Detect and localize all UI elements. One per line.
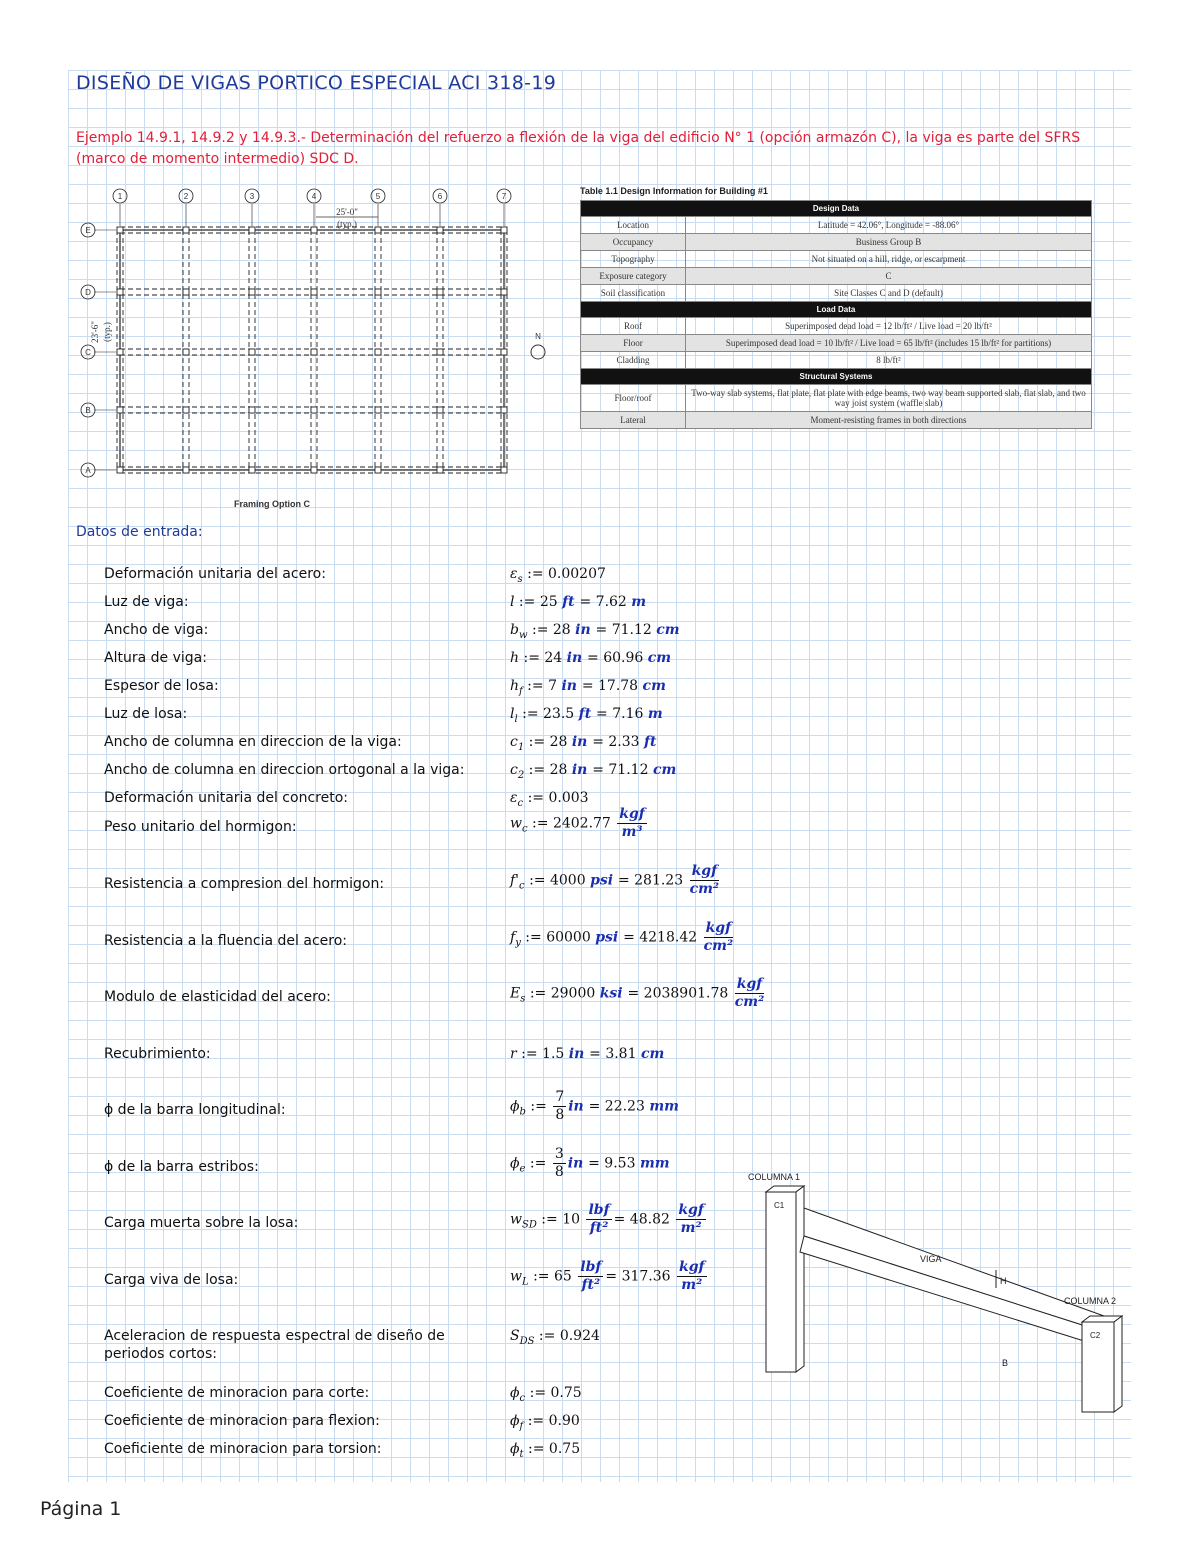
table-row [581, 268, 1092, 285]
symbol: ϕ [510, 1441, 520, 1457]
input-label: ϕ de la barra estribos: [104, 1159, 259, 1175]
symbol: ε [510, 790, 518, 806]
fraction: $\frac{\text{kgf}}{\text{cm²}}$ [734, 976, 765, 1010]
input-expression [510, 1089, 679, 1124]
plan-column [501, 227, 507, 233]
unit: in [575, 622, 596, 638]
input-expression [510, 976, 766, 1011]
fraction: $\frac{\text{lbf}}{\text{ft²}}$ [580, 1259, 602, 1293]
plan-column [501, 349, 507, 355]
unit: cm [652, 762, 677, 778]
assign: := 0.924 [534, 1328, 600, 1344]
section-heading: Datos de entrada: [76, 524, 203, 540]
plan-column [117, 407, 123, 413]
unit: in [561, 678, 582, 694]
table-row [581, 385, 1092, 412]
symbol: E [510, 985, 521, 1002]
assign: := [525, 1155, 551, 1172]
assign: := 25 [514, 594, 563, 610]
viga-label: VIGA [920, 1254, 942, 1264]
plan-column [249, 349, 255, 355]
symbol: b [510, 622, 519, 638]
result: = 60.96 [587, 650, 648, 666]
plan-column [375, 467, 381, 473]
span-x-label: 25'-0" [336, 207, 358, 217]
fraction: $\frac{3}{8}$ [554, 1146, 564, 1180]
plan-column [437, 407, 443, 413]
input-expression [510, 1259, 709, 1294]
table-key: Location [581, 217, 686, 234]
unit: m [647, 706, 663, 722]
row-label-1: D [85, 288, 91, 297]
c2-label: C2 [1090, 1331, 1101, 1340]
fraction: $\frac{\text{lbf}}{\text{ft²}}$ [588, 1202, 610, 1236]
subscript: w [518, 629, 528, 641]
symbol: f' [510, 872, 520, 889]
fraction: $\frac{\text{kgf}}{\text{cm²}}$ [689, 863, 720, 897]
subscript: 1 [517, 741, 525, 753]
input-label: Luz de viga: [104, 594, 189, 610]
table-row [581, 251, 1092, 268]
row-label-0: E [85, 226, 91, 235]
table-key: Floor/roof [581, 385, 686, 412]
input-expression [510, 677, 666, 701]
assign: := 28 [524, 734, 572, 750]
design-table-caption: Table 1.1 Design Information for Building #1 [580, 186, 768, 196]
input-label: Luz de losa: [104, 706, 188, 722]
subscript: 2 [517, 769, 525, 781]
plan-column [437, 289, 443, 295]
table-value: Latitude = 42.06°, Longitude = -88.06° [686, 217, 1092, 234]
row-label-4: A [85, 466, 91, 475]
columna2-label: COLUMNA 2 [1064, 1296, 1117, 1306]
table-key: Cladding [581, 352, 686, 369]
col2-side [1114, 1316, 1122, 1412]
table-value: C [686, 268, 1092, 285]
subscript: c [519, 1392, 526, 1404]
input-label: Carga muerta sobre la losa: [104, 1215, 299, 1231]
symbol: c [510, 762, 518, 778]
input-label: Ancho de viga: [104, 622, 209, 638]
col-label-4: 5 [375, 192, 381, 201]
unit: mm [639, 1155, 670, 1172]
table-key: Topography [581, 251, 686, 268]
subscript: y [515, 937, 521, 949]
subscript: t [519, 1448, 524, 1460]
span-x-dimension [316, 207, 378, 229]
symbol: l [510, 594, 515, 610]
table-value: Site Classes C and D (default) [686, 285, 1092, 302]
unit: psi [595, 929, 624, 946]
input-label: Peso unitario del hormigon: [104, 819, 297, 835]
result: = 48.82 [613, 1211, 675, 1228]
symbol: ϕ [510, 1098, 520, 1115]
span-y-label: 23'-6" [90, 321, 100, 343]
input-label: Coeficiente de minoracion para flexion: [104, 1413, 380, 1429]
plan-column [117, 227, 123, 233]
table-row [581, 412, 1092, 429]
table-row [581, 285, 1092, 302]
input-expression [510, 863, 721, 898]
plan-column [311, 407, 317, 413]
symbol: ϕ [510, 1413, 520, 1429]
symbol: c [510, 734, 518, 750]
input-expression [510, 705, 663, 729]
row-label-3: B [85, 406, 91, 415]
unit: ft [562, 594, 580, 610]
input-label: Espesor de losa: [104, 678, 219, 694]
plan-column [375, 349, 381, 355]
unit: psi [590, 872, 618, 889]
table-value: Superimposed dead load = 10 lb/ft² / Live load = 65 lb/ft² (includes 15 lb/ft² for partitions) [686, 335, 1092, 352]
design-table [580, 186, 1092, 429]
assign: := 23.5 [517, 706, 579, 722]
symbol: ε [510, 566, 518, 582]
input-label: ϕ de la barra longitudinal: [104, 1102, 286, 1118]
result: = 2038901.78 [627, 985, 733, 1002]
input-label: Recubrimiento: [104, 1046, 211, 1062]
table-key: Roof [581, 318, 686, 335]
assign: := 0.90 [523, 1413, 580, 1429]
input-expression [510, 1440, 580, 1464]
table-value: Moment-resisting frames in both directions [686, 412, 1092, 429]
assign: := 2402.77 [527, 815, 616, 832]
plan-column [183, 289, 189, 295]
input-expression [510, 1412, 580, 1436]
input-label: Resistencia a la fluencia del acero: [104, 933, 347, 949]
subscript: c [517, 797, 524, 809]
input-label: Altura de viga: [104, 650, 207, 666]
unit: in [567, 1155, 589, 1172]
unit: cm [640, 1046, 665, 1062]
result: = 17.78 [581, 678, 643, 694]
col-label-1: 2 [183, 192, 189, 201]
input-expression [510, 1146, 670, 1181]
unit: in [571, 734, 593, 750]
assign: := 0.75 [525, 1385, 582, 1401]
assign: := 10 [536, 1211, 585, 1228]
b-label: B [1002, 1358, 1009, 1368]
unit: cm [647, 650, 672, 666]
unit: ft [644, 734, 657, 750]
table-value: Business Group B [686, 234, 1092, 251]
plan-column [501, 407, 507, 413]
assign: := 0.75 [523, 1441, 581, 1457]
result: = 71.12 [595, 622, 657, 638]
plan-column [183, 407, 189, 413]
subscript: SD [521, 1219, 537, 1231]
beam-face [800, 1236, 1104, 1346]
table-row [581, 234, 1092, 251]
assign: := 1.5 [516, 1046, 569, 1062]
h-label: H [1000, 1276, 1007, 1286]
unit: in [568, 1098, 589, 1115]
table-value: Two-way slab systems, flat plate, flat plate with edge beams, two way beam supported slab, flat slab, and two way joist system (waffle slab) [686, 385, 1092, 412]
intro-text: Ejemplo 14.9.1, 14.9.2 y 14.9.3.- Determinación del refuerzo a flexión de la viga del edificio N° 1 (opción armazón C), la viga es parte del SFRS (marco de momento intermedio) SDC D. [76, 130, 1081, 167]
assign: := 60000 [520, 929, 596, 946]
symbol: w [510, 815, 522, 832]
unit: in [568, 1046, 590, 1062]
result: = 7.62 [579, 594, 632, 610]
table-key: Floor [581, 335, 686, 352]
symbol: f [510, 929, 516, 946]
symbol: h [510, 650, 520, 666]
subscript: s [517, 573, 523, 585]
subscript: f [519, 1420, 524, 1432]
input-expression [510, 1202, 708, 1237]
framing-plan [72, 182, 552, 512]
plan-column [375, 227, 381, 233]
symbol: ϕ [510, 1385, 520, 1401]
unit: cm [656, 622, 680, 638]
assign: := 0.003 [523, 790, 589, 806]
subscript: L [521, 1276, 529, 1288]
fraction: $\frac{7}{8}$ [555, 1089, 565, 1123]
table-section-header: Structural Systems [581, 369, 1092, 385]
span-y-dimension [90, 321, 112, 343]
svg-text:N: N [535, 332, 541, 341]
table-value: 8 lb/ft² [686, 352, 1092, 369]
subscript: DS [519, 1335, 535, 1347]
plan-column [183, 467, 189, 473]
input-label: Modulo de elasticidad del acero: [104, 989, 331, 1005]
columna1-label: COLUMNA 1 [748, 1172, 801, 1182]
input-label: Aceleracion de respuesta espectral de diseño de periodos cortos: [104, 1328, 445, 1362]
input-label: Deformación unitaria del acero: [104, 566, 326, 582]
input-expression [510, 1384, 582, 1408]
unit: mm [649, 1098, 679, 1115]
col-label-5: 6 [437, 192, 443, 201]
input-expression [510, 593, 646, 611]
input-label: Ancho de columna en direccion de la viga: [104, 734, 402, 750]
input-label: Carga viva de losa: [104, 1272, 239, 1288]
unit: ksi [599, 985, 628, 1002]
assign: := 0.00207 [522, 566, 606, 582]
table-section-header: Design Data [581, 201, 1092, 217]
unit: ft [578, 706, 597, 722]
result: = 9.53 [588, 1155, 640, 1172]
subscript: e [519, 1163, 526, 1175]
table-key: Occupancy [581, 234, 686, 251]
plan-column [375, 289, 381, 295]
plan-column [117, 349, 123, 355]
unit: m [631, 594, 647, 610]
assign: := [525, 1098, 552, 1115]
col1-side [796, 1186, 804, 1372]
input-label: Ancho de columna en direccion ortogonal a la viga: [104, 762, 465, 778]
plan-column [501, 289, 507, 295]
assign: := 65 [528, 1268, 577, 1285]
col-label-3: 4 [311, 192, 317, 201]
plan-column [249, 227, 255, 233]
result: = 22.23 [588, 1098, 650, 1115]
page-number: Página 1 [40, 1498, 122, 1520]
table-value: Not situated on a hill, ridge, or escarpment [686, 251, 1092, 268]
plan-column [375, 407, 381, 413]
subscript: l [514, 713, 518, 725]
col-label-0: 1 [117, 192, 123, 201]
table-row [581, 335, 1092, 352]
table-key: Lateral [581, 412, 686, 429]
input-expression [510, 920, 735, 955]
input-expression [510, 649, 671, 667]
beam-top [804, 1208, 1104, 1332]
symbol: w [510, 1268, 522, 1285]
subscript: f [519, 685, 523, 697]
fraction: $\frac{\text{kgf}}{\text{m²}}$ [679, 1259, 705, 1293]
table-row [581, 352, 1092, 369]
table-value: Superimposed dead load = 12 lb/ft² / Live load = 20 lb/ft² [686, 318, 1092, 335]
plan-column [437, 349, 443, 355]
assign: := 24 [519, 650, 567, 666]
input-expression [510, 1045, 664, 1063]
assign: := 28 [527, 622, 576, 638]
plan-column [117, 289, 123, 295]
c1-label: C1 [774, 1201, 785, 1210]
column-1 [766, 1192, 796, 1372]
plan-column [311, 289, 317, 295]
col-label-6: 7 [501, 192, 507, 201]
subscript: s [520, 993, 526, 1005]
symbol: S [510, 1328, 520, 1344]
plan-column [437, 227, 443, 233]
plan-caption: Framing Option C [234, 499, 310, 509]
result: = 4218.42 [623, 929, 702, 946]
subscript: c [521, 823, 528, 835]
table-section-header: Load Data [581, 302, 1092, 318]
result: = 2.33 [592, 734, 645, 750]
assign: := 4000 [524, 872, 591, 889]
unit: in [571, 762, 593, 778]
symbol: h [510, 678, 520, 694]
plan-column [183, 227, 189, 233]
input-label: Resistencia a compresion del hormigon: [104, 876, 385, 892]
subscript: c [519, 880, 525, 892]
plan-column [117, 467, 123, 473]
plan-grid [81, 189, 511, 477]
unit: in [566, 650, 588, 666]
span-x-typ: (typ.) [337, 219, 357, 229]
beam-figure [744, 1166, 1134, 1426]
plan-labels [85, 192, 507, 475]
symbol: r [510, 1046, 517, 1062]
input-expression [510, 565, 606, 589]
plan-column [501, 467, 507, 473]
plan-column [311, 349, 317, 355]
input-expression [510, 761, 676, 785]
input-label: Coeficiente de minoracion para torsion: [104, 1441, 382, 1457]
input-label: Deformación unitaria del concreto: [104, 790, 348, 806]
result: = 3.81 [589, 1046, 641, 1062]
assign: := 28 [524, 762, 572, 778]
plan-column [249, 467, 255, 473]
unit: cm [642, 678, 666, 694]
symbol: l [510, 706, 515, 722]
plan-column [311, 227, 317, 233]
input-expression [510, 806, 649, 841]
plan-column [183, 349, 189, 355]
fraction: $\frac{\text{kgf}}{\text{m²}}$ [678, 1202, 704, 1236]
plan-column [311, 467, 317, 473]
assign: := 7 [522, 678, 562, 694]
fraction: $\frac{\text{kgf}}{\text{m³}}$ [619, 806, 645, 840]
result: = 71.12 [592, 762, 653, 778]
input-label: Coeficiente de minoracion para corte: [104, 1385, 370, 1401]
subscript: b [519, 1106, 526, 1118]
symbol: ϕ [510, 1155, 520, 1172]
table-row [581, 318, 1092, 335]
symbol: w [510, 1211, 522, 1228]
result: = 281.23 [617, 872, 688, 889]
table-key: Soil classification [581, 285, 686, 302]
span-y-typ: (typ.) [102, 322, 112, 342]
page-title: DISEÑO DE VIGAS PORTICO ESPECIAL ACI 318-19 [76, 72, 557, 94]
plan-column [249, 407, 255, 413]
row-label-2: C [85, 348, 91, 357]
input-expression [510, 621, 680, 645]
result: = 7.16 [596, 706, 648, 722]
input-expression [510, 1327, 600, 1351]
col-label-2: 3 [249, 192, 255, 201]
table-key: Exposure category [581, 268, 686, 285]
plan-column [437, 467, 443, 473]
table-row [581, 217, 1092, 234]
result: = 317.36 [605, 1268, 676, 1285]
fraction: $\frac{\text{kgf}}{\text{cm²}}$ [703, 920, 734, 954]
plan-column [249, 289, 255, 295]
input-expression [510, 733, 657, 757]
assign: := 29000 [525, 985, 600, 1002]
north-arrow-icon [531, 332, 545, 359]
